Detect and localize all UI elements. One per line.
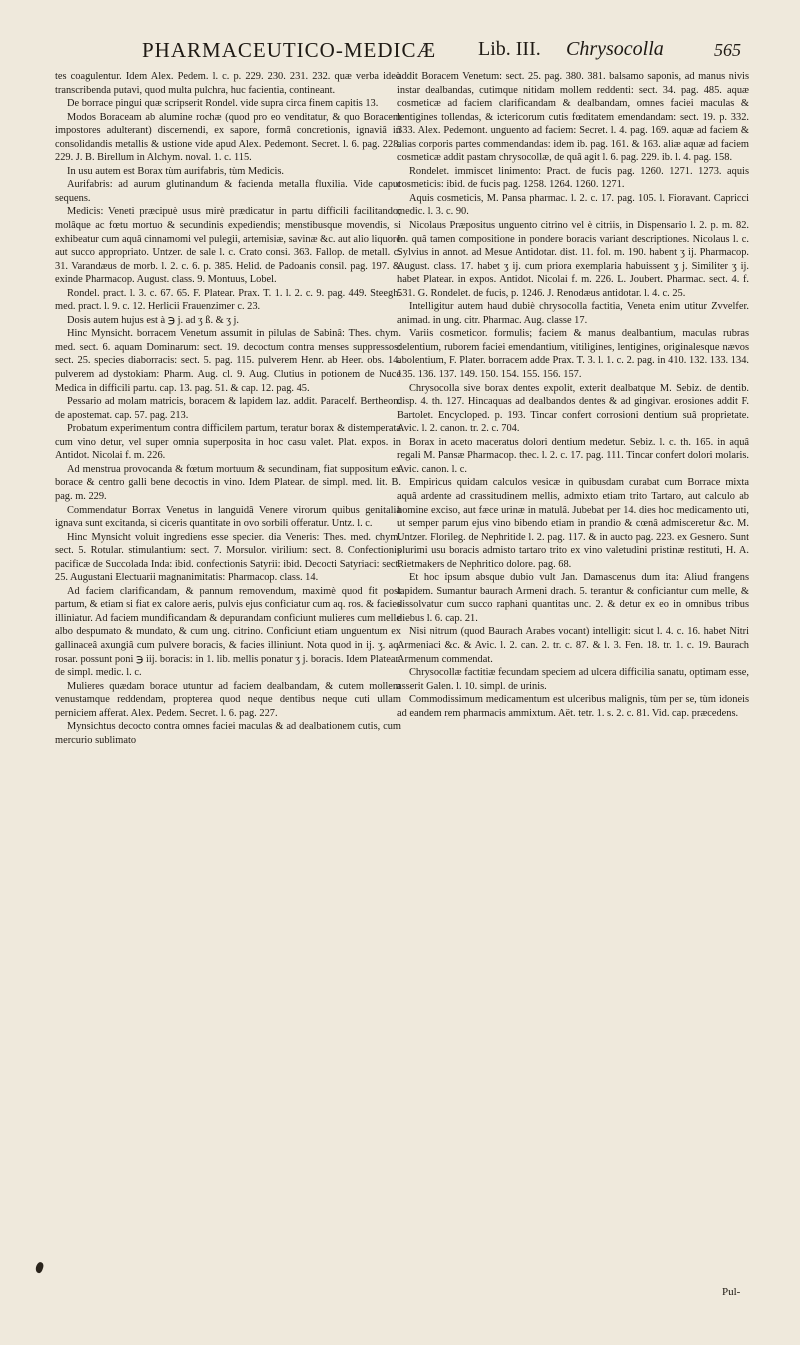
running-subject: Chrysocolla (566, 38, 664, 60)
paragraph: Ad menstrua provocanda & fœtum mortuum & secundinam, fiat suppositum ex borace & centro galli bene decoctis in vino. Idem Platear. de simpl. med. lit. B. pag. m. 229. (55, 463, 401, 502)
paragraph: Empiricus quidam calculos vesicæ in quibusdam curabat cum Borrace mixta aquâ ardente ad crassitudinem mellis, admixto etiam trito Tartaro, aut calculo ab homine exciso, aut fæce urinæ in matulâ. Jubebat per 14. dies hoc medicamento uti, ut semper parum ejus vino bibendo etiam in prandio & cœnâ admisceretur &c. M. Untzer. Florileg. de Nephritide l. 2. pag. 117. & in aucto pag. 223. ex Gesnero. Sunt plurimi usu boracis admisto tartaro trito ex vino valetudini pristinæ restituti, H. A. Rietmakers de Nephritico dolore. pag. 68. (397, 477, 749, 570)
paragraph: addit Boracem Venetum: sect. 25. pag. 380. 381. balsamo saponis, ad manus nivis instar dealbandas, cutimque nitidam mollem reddenti: sect. 34. pag. 485. aquæ cosmeticæ ad faciem clarificandam & dealbandam, omnes faciei maculas & lentigines tollendas, & ictericorum cutis fœditatem emendandam: sect. 19. p. 332. 333. Alex. Pedemont. unguento ad faciem: Secret. l. 4. pag. 169. aquæ ad faciem & alias corporis partes commendandas: idem ib. pag. 161. & 163. aliæ aquæ ad faciem cosmeticæ addit pastam chrysocollæ, de quâ agit l. 6. pag. 229. ib. l. 4. pag. 158. (397, 71, 749, 164)
running-header (0, 38, 800, 72)
paragraph: Dosis autem hujus est à ℈ j. ad ʒ ß. & ʒ j. (67, 314, 240, 326)
paragraph: Commendatur Borrax Venetus in languidâ Venere virorum quibus genitalia ignava sunt excitanda, si ciceris quantitate in ovo sorbili offeratur. Untz. l. c. (55, 504, 401, 530)
paragraph: Aurifabris: ad aurum glutinandum & facienda metalla fluxilia. Vide caput sequens. (55, 179, 401, 204)
paragraph: Et hoc ipsum absque dubio vult Jan. Damascenus dum ita: Aliud frangens lapidem. Sumantur baurach Armeni drach. 5. terantur & conficiantur cum melle, & dissolvatur cum succo raphani quantitas unc. 2. & detur ex eo in omnibus tribus diebus l. 6. cap. 21. (397, 572, 749, 624)
paragraph: Aquis cosmeticis, M. Pansa pharmac. l. 2. c. 17. pag. 105. l. Fioravant. Capricci medic. l. 3. c. 90. (397, 192, 749, 218)
paragraph: Borax in aceto maceratus dolori dentium medetur. Sebiz. l. c. th. 165. in aquâ regali M. Pansæ Pharmacop. thec. l. 2. c. 17. pag. 111. Tincar confert dolori molaris. Avic. canon. l. c. (397, 436, 749, 475)
book-number: Lib. III. (478, 38, 541, 60)
paragraph: Probatum experimentum contra difficilem partum, teratur borax & distemperata cum vino detur, vel super omnia superposita in hoc casu valet. Plat. expos. in Antidot. Nicolai f. m. 226. (55, 423, 401, 462)
paragraph: Ad faciem clarificandam, & pannum removendum, maximè quod fit post partum, & etiam si fiat ex calore aeris, pulvis ejus conficiatur cum aq. ros. & facies illiniatur. Ad faciem mundificandam & depurandam conficiunt mulieres cum melle albo despumato & mundato, & cum ung. citrino. Conficiunt etiam unguentum ex gallinaceâ axungiâ cum pulvere boracis, & facies illiniunt. Nota quod in ij. ʒ. aq. rosar. possunt poni ℈ iij. boracis: in 1. lib. mellis ponatur ʒ j. boracis. Idem Platear. de simpl. medic. l. c. (55, 585, 401, 679)
paragraph: Variis cosmeticor. formulis; faciem & manus dealbantium, maculas rubras delentium, ruborem faciei emendantium, vitiligines, lentigines, originalesque nævos abolentium, F. Plater. borracem adde Prax. T. 3. l. 1. c. 2. pag. in 410. 132. 133. 134. 135. 136. 137. 149. 150. 154. 155. 156. 157. (397, 328, 749, 381)
paragraph: Rondel. pract. l. 3. c. 67. 65. F. Platear. Prax. T. 1. l. 2. c. 9. pag. 449. Steegh. med. pract. l. 9. c. 12. Herlicii Frauenzimer c. 23. (55, 287, 401, 313)
paragraph: Hinc Mynsicht voluit ingrediens esse specier. dia Veneris: Thes. med. chym. sect. 5. Rotular. stimulantium: sect. 7. Morsulor. virilium: sect. 8. Confectionis pacificæ de Succolada Inda: ibid. confectionis Satyrii: ibid. Decocti Satyriaci: sect. 25. Augustani Electuarii magnanimitatis: Pharmacop. class. 14. (55, 531, 401, 584)
running-title: PHARMACEUTICO-MEDICÆ (142, 38, 437, 62)
paragraph: Intelligitur autem haud dubiè chrysocolla factitia, Veneta enim utitur Zvvelfer. animad. in ung. citr. Pharmac. Aug. classe 17. (397, 301, 749, 326)
left-column (55, 70, 401, 747)
ink-blot-mark (34, 1261, 44, 1274)
paragraph: Chrysocolla sive borax dentes expolit, exterit dealbatque M. Sebiz. de dentib. disp. 4. th. 127. Hincaquas ad dealbandos dentes & ad gingivar. erosiones addit F. Bartolet. Encycloped. p. 193. Tincar confert corrosioni dentium suâ proprietate. Avic. l. 2. canon. tr. 2. c. 704. (397, 382, 749, 435)
paragraph: Medicis: Veneti præcipuè usus mirè prædicatur in partu difficili facilitando; molâque ac fœtu mortuo & secundinis expediendis; menstibusque movendis, si exhibeatur cum aquâ cinnamomi vel pulegii, artemisiæ, savinæ &c. aut alio liquore aut succo appropriato. Untzer. de sale l. c. Crato consi. 363. Fallop. de metall. c. 31. Varandæus de morb. l. 2. c. 6. p. 385. Helid. de Padoanis consil. pag. 197. & exinde Pharmacop. August. class. 9. Montuus, Lobel. (55, 206, 401, 286)
paragraph: tes coagulentur. Idem Alex. Pedem. l. c. p. 229. 230. 231. 232. quæ verba ideò transcribenda putavi, quod multa pulchra, huc facientia, contineant. (55, 71, 401, 96)
paragraph: In usu autem est Borax tùm aurifabris, tùm Medicis. (67, 165, 285, 177)
paragraph: Pessario ad molam matricis, boracem & lapidem laz. addit. Paracelf. Bertheon. de apostemat. cap. 57. pag. 213. (55, 396, 401, 421)
paragraph: Chrysocollæ factitiæ fecundam speciem ad ulcera difficilia sanatu, optimam esse, asserit Galen. l. 10. simpl. de urinis. (397, 667, 749, 692)
paragraph: Mynsichtus decocto contra omnes faciei maculas & ad dealbationem cutis, cum mercurio sublimato (55, 721, 401, 746)
paragraph: Nicolaus Præpositus unguento citrino vel è citriis, in Dispensario l. 2. p. m. 82. In. quâ tamen compositione in pondere boracis variant descriptiones. Nicolaus l. c. Sylvius in annot. ad Mesue Antidotar. dist. 11. fol. m. 190. habent ʒ ij. Pharmacop. August. class. 17. habet ʒ ij. cum priora exemplaria habuissent ʒ j. Similiter ʒ ij. habet Platear. in expos. Antidot. Nicolai f. m. 226. L. Joubert. Pharmac. sect. 4. f. 531. G. Rondelet. de fucis, p. 1246. J. Renodæus antidotar. l. 4. c. 25. (397, 220, 749, 299)
paragraph: Rondelet. immiscet linimento: Pract. de fucis pag. 1260. 1271. 1273. aquis cosmeticis: ibid. de fucis pag. 1258. 1264. 1260. 1271. (397, 165, 749, 191)
right-column (397, 70, 749, 720)
paragraph: Commodissimum medicamentum est ulceribus malignis, tùm per se, tùm idoneis ad eandem rem pharmacis ammixtum. Aët. tetr. 1. s. 2. c. 81. Vid. cap. præcedens. (397, 694, 749, 719)
paragraph: Modos Boraceam ab alumine rochæ (quod pro eo venditatur, & quo Boracem impostores adulterant) discernendi, ex sapore, formâ concretionis, ignaviâ in consolidandis metallis & ustione vide apud Alex. Pedemont. Secret. l. 6. pag. 228. 229. J. B. Birellum in Alchym. noval. 1. c. 115. (55, 111, 401, 164)
paragraph: Hinc Mynsicht. borracem Venetum assumit in pilulas de Sabinâ: Thes. chym. med. sect. 6. aquam Dominarum: sect. 19. decoctum contra menses suppressos: sect. 25. species diaborracis: sect. 5. pag. 115. pulverem Henr. ab Heer. obs. 14. pulverem ad dystokiam: Pharm. Aug. cl. 9. Aug. Clutius in potionem de Nuce Medica in difficili partu. cap. 13. pag. 51. & cap. 12. pag. 45. (55, 328, 401, 394)
paragraph: Mulieres quædam borace utuntur ad faciem dealbandam, & cutem mollem venustamque reddendam, propterea quod neque dentibus neque cuti ullam perniciem afferat. Alex. Pedem. Secret. l. 6. pag. 227. (55, 680, 401, 719)
catchword: Pul- (722, 1286, 741, 1298)
paragraph: Nisi nitrum (quod Baurach Arabes vocant) intelligit: sicut l. 4. c. 16. habet Nitri Armeniaci &c. & Avic. l. 2. can. 2. tr. c. 87. & l. 3. Fen. 18. tr. 1. c. 19. Baurach Armenum commendat. (397, 626, 749, 665)
paragraph: De borrace pingui quæ scripserit Rondel. vide supra circa finem capitis 13. (67, 98, 379, 110)
page-number: 565 (714, 40, 741, 60)
